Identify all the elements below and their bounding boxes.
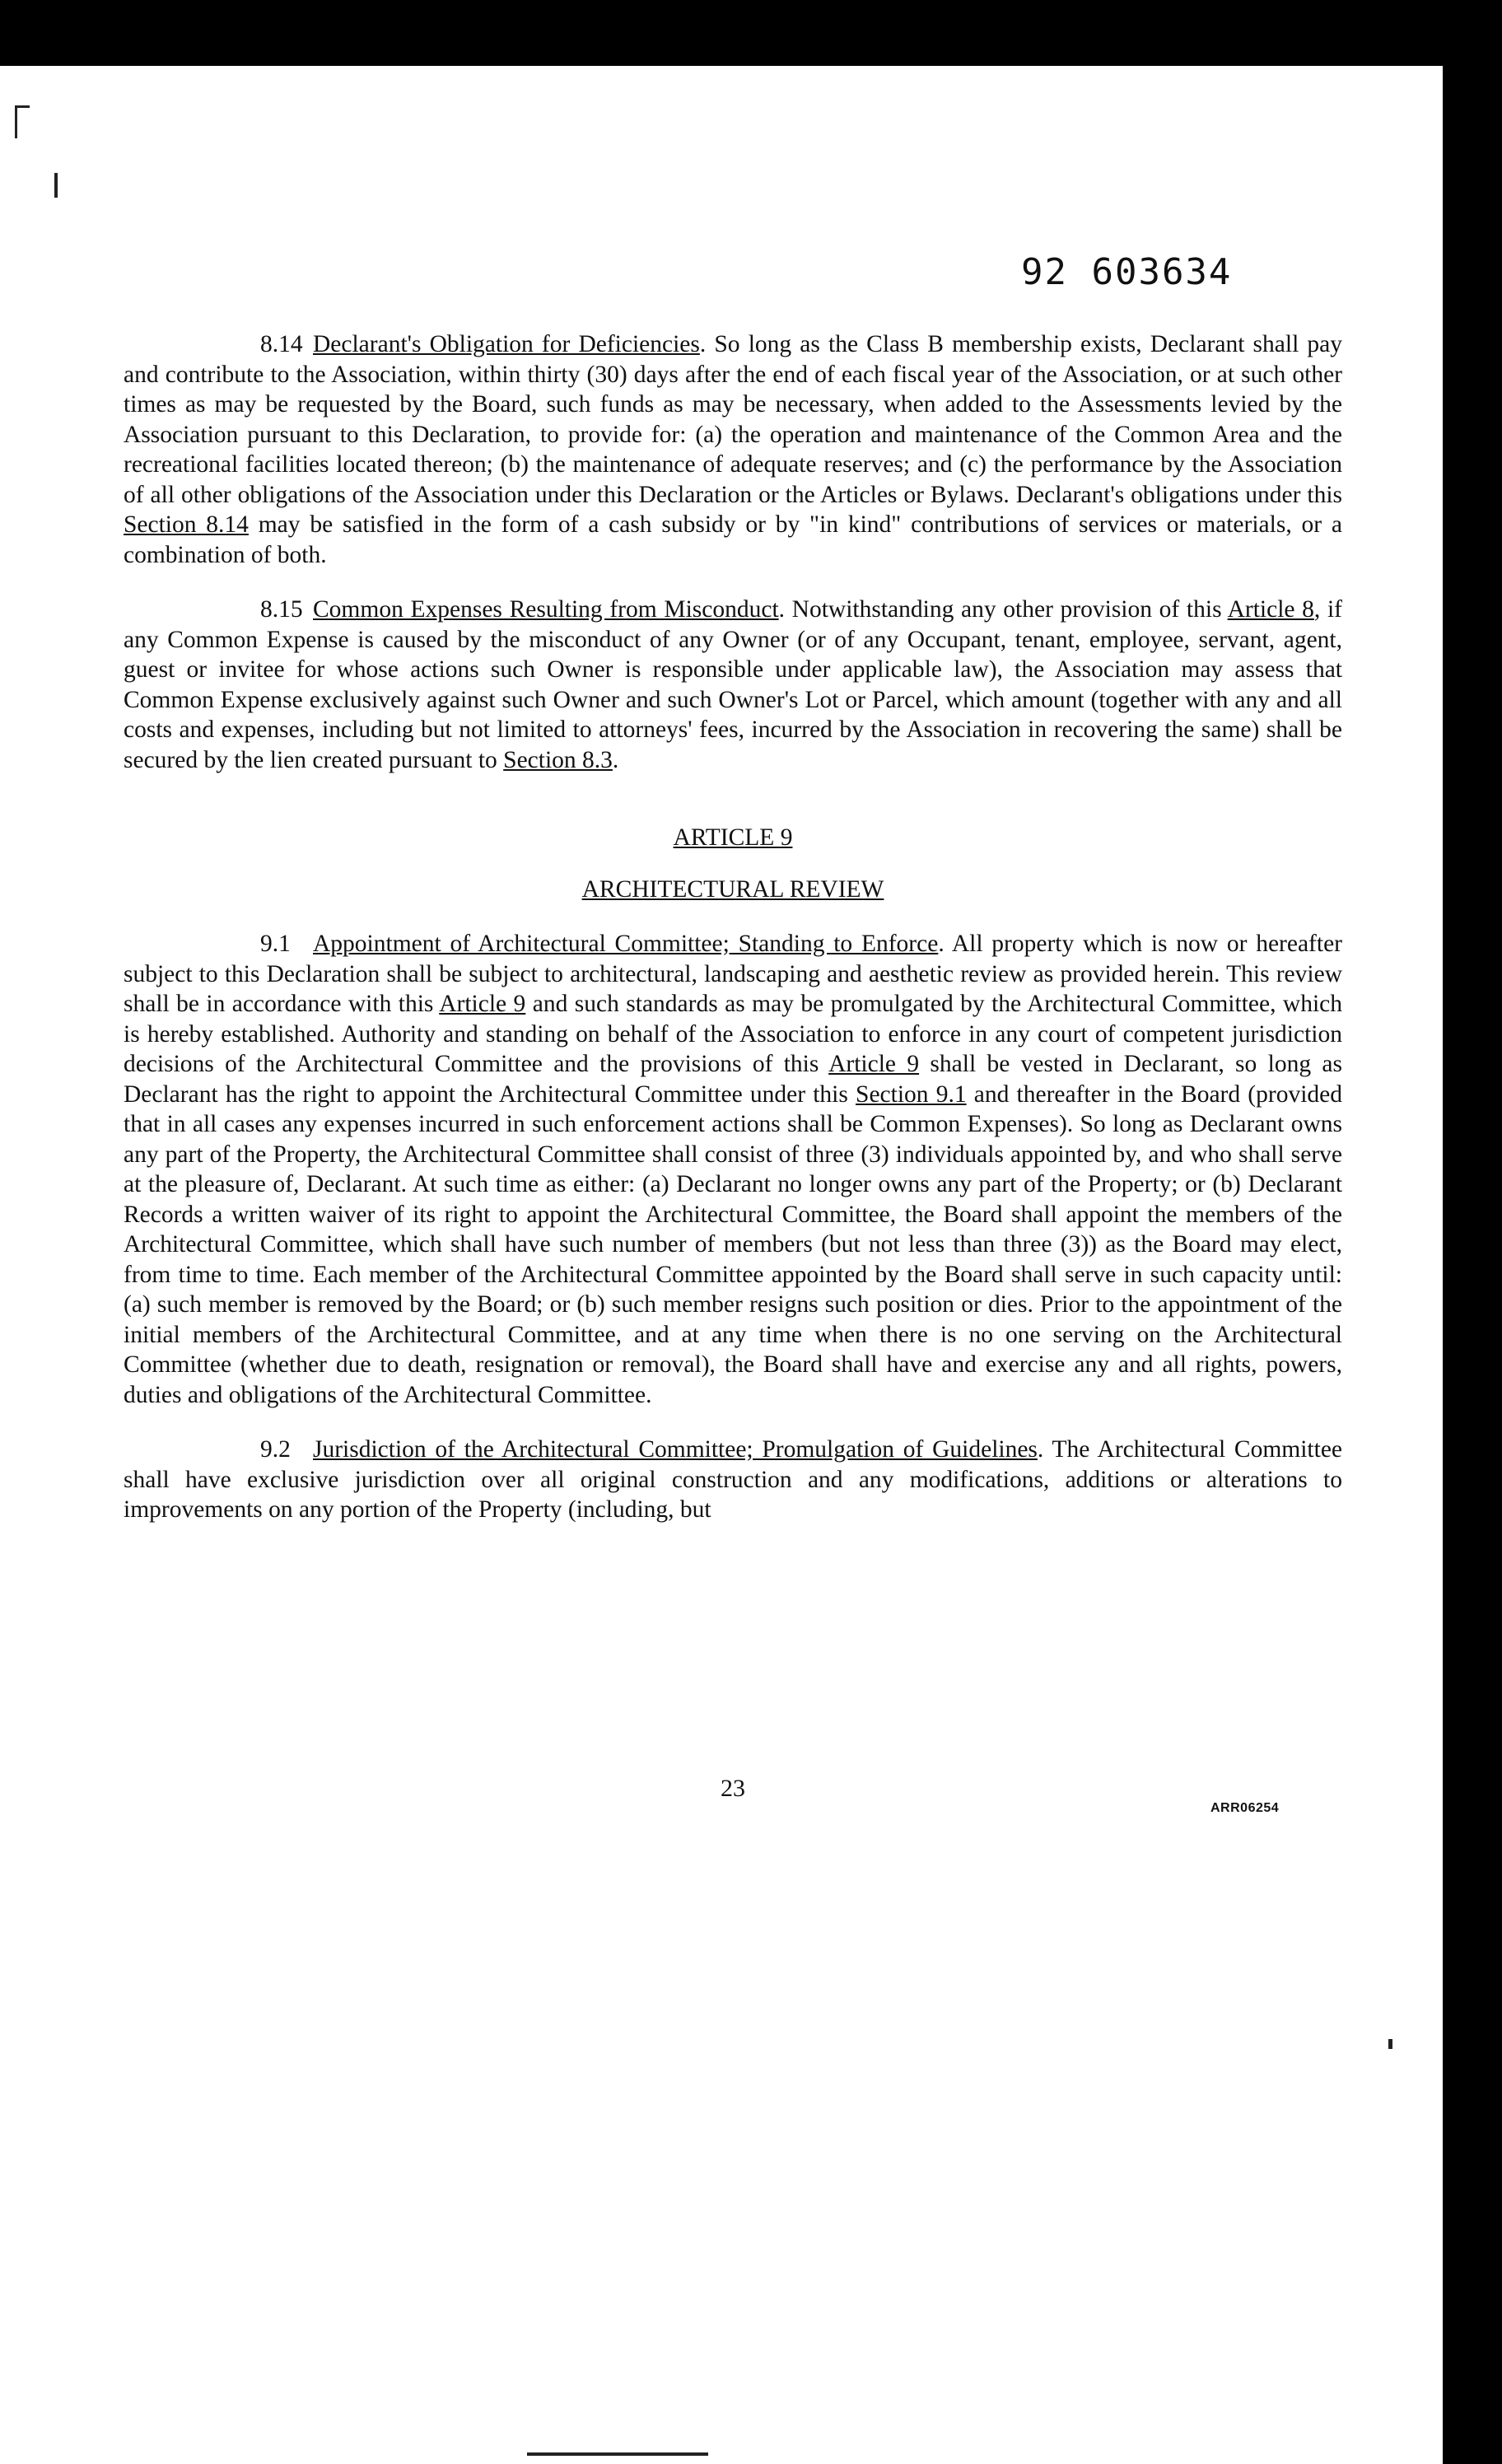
section-text: and such standards as may be promulgated by the Architectural Committee, which is hereby established. Authority and standing on behalf of the Association to enforce in any court of competent jurisdiction decisions of the Architectural Committee and the provisions of this — [124, 991, 1342, 1077]
scan-artifact — [15, 105, 30, 108]
scan-artifact — [54, 173, 58, 198]
section-9-1 — [124, 929, 1342, 1410]
article-reference: Article 9 — [439, 991, 526, 1017]
section-8-15 — [124, 595, 1342, 775]
section-text: . Notwithstanding any other provision of this — [778, 596, 1228, 623]
scan-top-border — [0, 0, 1502, 66]
scan-right-border — [1443, 0, 1502, 2464]
article-reference: Article 9 — [828, 1051, 920, 1077]
section-text: . The Architectural Committee shall have exclusive jurisdiction over all original construction and any modifications, additions or alterations to improvements on any portion of the Property (including, but — [124, 1436, 1343, 1523]
section-text: . All property which is now or hereafter subject to this Declaration shall be subject to architectural, landscaping and aesthetic review as provided herein. This review shall be in accordance with this — [124, 931, 1342, 1017]
document-recording-number: 92 603634 — [1021, 251, 1233, 293]
section-number: 9.2 — [260, 1436, 291, 1463]
scan-artifact — [15, 105, 17, 138]
section-text: may be satisfied in the form of a cash subsidy or by "in kind" contributions of services or materials, or a combination of both. — [124, 511, 1342, 568]
section-reference: Section 8.3 — [503, 746, 613, 773]
section-text: . — [612, 746, 619, 773]
document-page — [124, 66, 1342, 2454]
section-text: and thereafter in the Board (provided that in all cases any expenses incurred in such enforcement actions shall be Common Expenses). So long as Declarant owns any part of the Property, the Architectural Committee shall consist of three (3) individuals appointed by, and who shall serve at the pleasure of, Declarant. At such time as either: (a) Declarant no longer owns any part of the Property; or (b) Declarant Records a written waiver of its right to appoint the Architectural Committee, the Board shall appoint the members of the Architectural Committee, which shall have such number of members (but not less than three (3)) as the Board may elect, from time to time. Each member of the Architectural Committee appointed by the Board shall serve in such capacity until: (a) such member is removed by the Board; or (b) such member resigns such position or dies. Prior to the appointment of the initial members of the Architectural Committee, and at any time when there is no one serving on the Architectural Committee (whether due to death, resignation or removal), the Board shall have and exercise any and all rights, powers, duties and obligations of the Architectural Committee. — [124, 1080, 1342, 1408]
scan-artifact — [1388, 2039, 1392, 2049]
section-title: Declarant's Obligation for Deficiencies — [313, 331, 700, 357]
section-number: 9.1 — [260, 931, 291, 957]
section-text: shall be vested in Declarant, so long as Declarant has the right to appoint the Architectural Committee under this — [124, 1051, 1342, 1108]
section-8-14 — [124, 329, 1342, 570]
section-reference: Section 8.14 — [124, 511, 249, 538]
section-title: Common Expenses Resulting from Misconduct — [313, 596, 779, 623]
section-text: . So long as the Class B membership exists, Declarant shall pay and contribute to the Association, within thirty (30) days after the end of each fiscal year of the Association, or at such other times as may be requested by the Board, such funds as may be necessary, when added to the Assessments levied by the Association pursuant to this Declaration, to provide for: (a) the operation and maintenance of the Common Area and the recreational facilities located thereon; (b) the maintenance of adequate reserves; and (c) the performance by the Association of all other obligations of the Association under this Declaration or the Articles or Bylaws. Declarant's obligations under this — [124, 331, 1343, 508]
bates-number: ARR06254 — [1210, 1801, 1280, 1815]
article-heading: ARTICLE 9 — [673, 824, 793, 851]
article-reference: Article 8 — [1227, 596, 1314, 623]
section-reference: Section 9.1 — [856, 1080, 967, 1108]
section-title: Jurisdiction of the Architectural Committee; Promulgation of Guidelines — [313, 1436, 1038, 1463]
section-title: Appointment of Architectural Committee; Standing to Enforce — [313, 931, 939, 957]
section-text: , if any Common Expense is caused by the misconduct of any Owner (or of any Occupant, tenant, employee, servant, agent, guest or invitee for whose actions such Owner is responsible under applicable law), the Association may assess that Common Expense exclusively against such Owner and such Owner's Lot or Parcel, which amount (together with any and all costs and expenses, including but not limited to attorneys' fees, incurred by the Association in recovering the same) shall be secured by the lien created pursuant to — [124, 596, 1342, 773]
article-title: ARCHITECTURAL REVIEW — [581, 875, 884, 903]
section-number: 8.15 — [260, 596, 303, 623]
page-number: 23 — [721, 1775, 745, 1802]
section-9-2 — [124, 1435, 1342, 1525]
document-body — [124, 329, 1342, 1550]
section-number: 8.14 — [260, 331, 303, 357]
